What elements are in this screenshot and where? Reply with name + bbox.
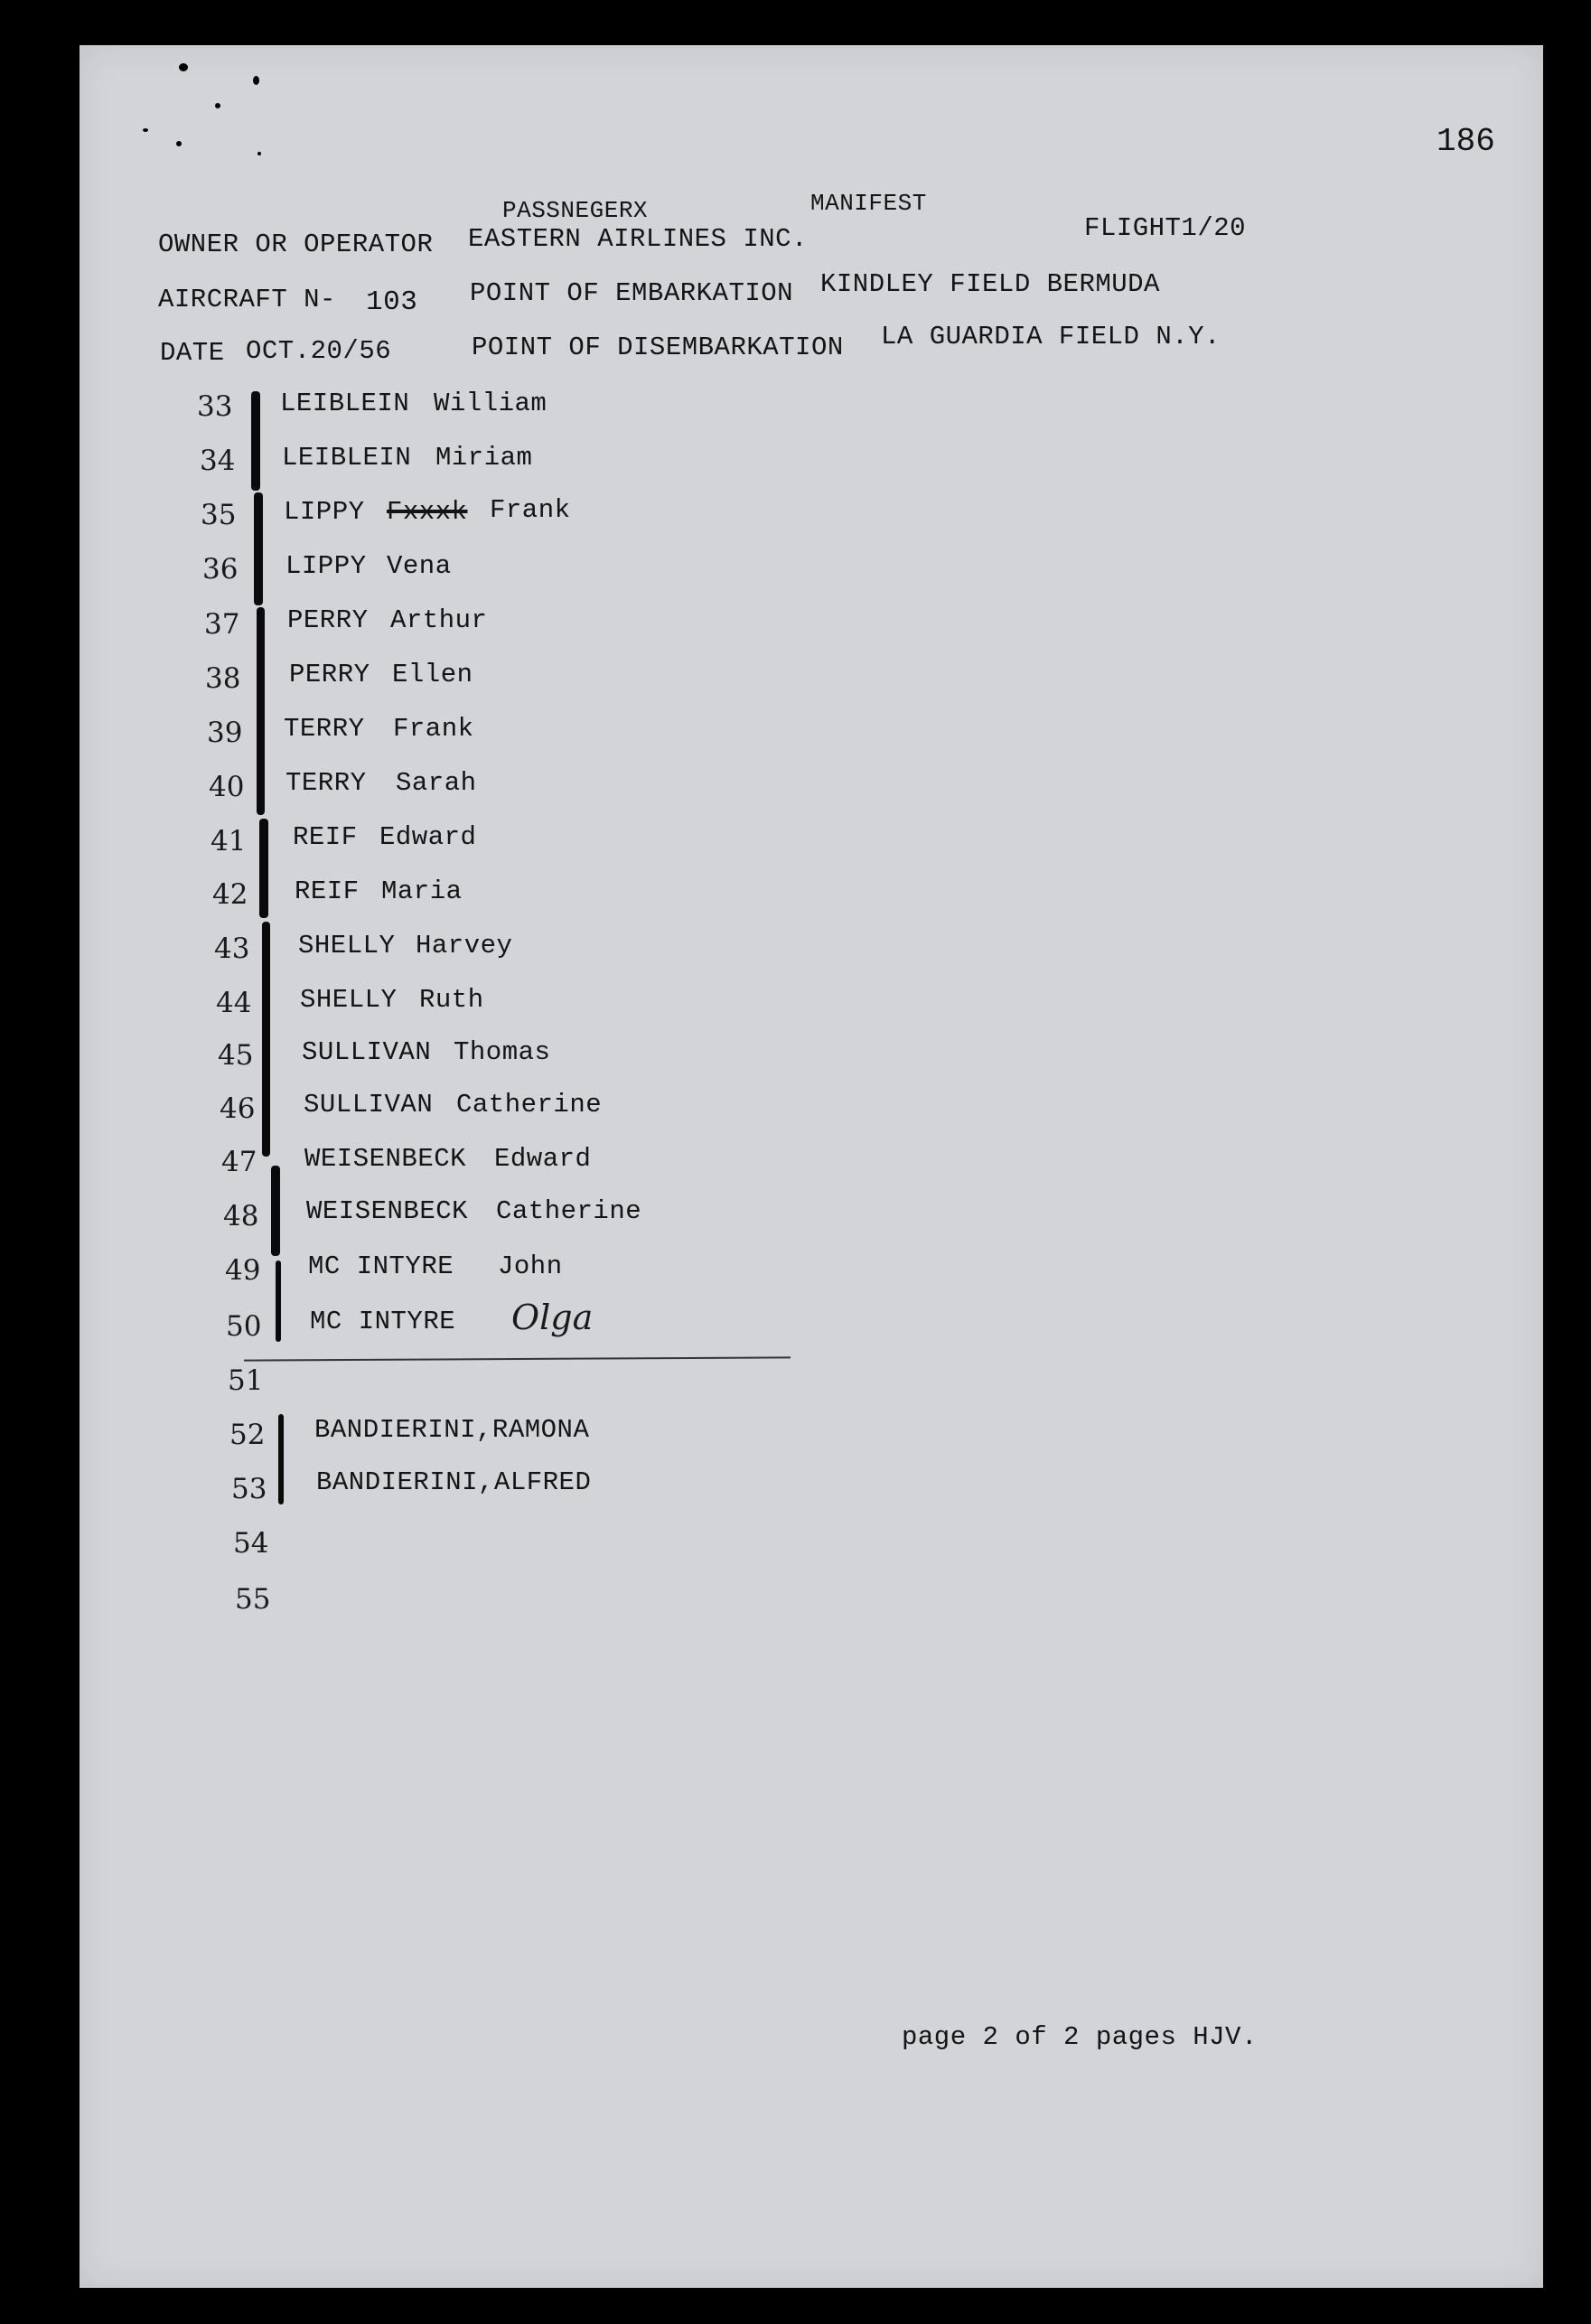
- owner-value: EASTERN AIRLINES INC.: [468, 224, 808, 254]
- passenger-surname: LIPPY: [284, 497, 365, 527]
- row-number: 41: [211, 825, 247, 857]
- date-value: OCT.20/56: [246, 336, 392, 366]
- passenger-surname: PERRY: [289, 660, 370, 689]
- group-bracket: [271, 1166, 280, 1256]
- group-bracket: [278, 1414, 284, 1504]
- row-number: 51: [228, 1364, 264, 1397]
- row-number: 37: [204, 608, 240, 641]
- passenger-given-name: Catherine: [496, 1196, 642, 1226]
- ink-speck: [176, 141, 182, 146]
- passenger-name: BANDIERINI,ALFRED: [316, 1467, 592, 1497]
- row-number: 47: [221, 1146, 257, 1178]
- flight-number: FLIGHT1/20: [1084, 213, 1247, 243]
- page-footer: page 2 of 2 pages HJV.: [902, 2022, 1258, 2052]
- row-number: 40: [209, 771, 245, 803]
- passenger-surname: WEISENBECK: [306, 1196, 469, 1226]
- passenger-surname: WEISENBECK: [304, 1144, 467, 1174]
- row-number: 48: [223, 1200, 259, 1232]
- row-number: 43: [214, 932, 250, 965]
- passenger-surname: MC INTYRE: [310, 1307, 456, 1336]
- passenger-given-name: Arthur: [390, 605, 488, 635]
- passenger-given-name: William: [434, 389, 547, 418]
- group-bracket: [257, 607, 265, 815]
- struck-out-text: Fxxxk: [387, 497, 468, 527]
- disembark-label: POINT OF DISEMBARKATION: [472, 333, 844, 362]
- aircraft-number: 103: [366, 286, 418, 318]
- aircraft-label: AIRCRAFT N-: [158, 285, 336, 314]
- passenger-surname: MC INTYRE: [308, 1251, 454, 1281]
- passenger-given-name: John: [498, 1251, 563, 1281]
- passenger-given-name: Edward: [494, 1144, 592, 1174]
- embark-label: POINT OF EMBARKATION: [470, 278, 794, 308]
- title-manifest: MANIFEST: [810, 190, 927, 217]
- row-number: 52: [229, 1419, 266, 1451]
- passenger-given-name: Catherine: [456, 1090, 603, 1120]
- row-number: 44: [216, 987, 252, 1019]
- passenger-given-name: Edward: [379, 822, 477, 852]
- row-number: 33: [197, 390, 233, 423]
- row-number: 39: [207, 717, 243, 749]
- passenger-name: BANDIERINI,RAMONA: [314, 1415, 590, 1445]
- passenger-surname: REIF: [293, 822, 358, 852]
- passenger-given-name: Vena: [387, 551, 452, 581]
- passenger-given-name: Miriam: [435, 443, 533, 473]
- passenger-surname: PERRY: [287, 605, 369, 635]
- passenger-surname: SULLIVAN: [302, 1037, 432, 1067]
- disembark-value: LA GUARDIA FIELD N.Y.: [881, 322, 1221, 351]
- date-label: DATE: [160, 338, 225, 368]
- passenger-given-name: Ellen: [392, 660, 473, 689]
- row-number: 49: [225, 1254, 261, 1287]
- passenger-given-name: Frank: [393, 714, 474, 744]
- ink-speck: [179, 63, 188, 71]
- ink-speck: [257, 152, 261, 155]
- title-passenger: PASSNEGERX: [502, 197, 649, 224]
- passenger-surname: LEIBLEIN: [282, 443, 412, 473]
- passenger-surname: SULLIVAN: [304, 1090, 434, 1120]
- row-number: 53: [231, 1473, 267, 1505]
- group-bracket: [276, 1260, 281, 1342]
- passenger-given-name: Thomas: [454, 1037, 551, 1067]
- passenger-given-name: Harvey: [416, 931, 513, 961]
- row-number: 36: [202, 553, 239, 586]
- row-number: 34: [200, 445, 236, 477]
- passenger-given-name: Sarah: [396, 768, 477, 798]
- group-bracket: [254, 492, 263, 605]
- passenger-given-name: Frank: [490, 495, 571, 525]
- passenger-given-name: Maria: [381, 876, 463, 906]
- owner-label: OWNER OR OPERATOR: [158, 230, 434, 259]
- group-bracket: [262, 922, 270, 1157]
- ink-speck: [253, 76, 259, 85]
- passenger-surname: SHELLY: [298, 931, 396, 961]
- ink-speck: [143, 128, 148, 132]
- handwritten-given-name: Olga: [511, 1298, 594, 1337]
- row-number: 55: [235, 1583, 271, 1616]
- row-number: 38: [205, 662, 241, 695]
- passenger-surname: LEIBLEIN: [280, 389, 410, 418]
- group-bracket: [251, 391, 260, 491]
- row-number: 45: [218, 1039, 254, 1072]
- row-number: 54: [233, 1527, 269, 1560]
- ink-speck: [215, 103, 220, 108]
- passenger-surname: LIPPY: [285, 551, 367, 581]
- manifest-page: [80, 45, 1543, 2288]
- group-bracket: [259, 819, 268, 918]
- embark-value: KINDLEY FIELD BERMUDA: [820, 269, 1160, 299]
- passenger-surname: REIF: [295, 876, 360, 906]
- row-number: 46: [220, 1092, 256, 1125]
- passenger-surname: TERRY: [284, 714, 365, 744]
- page-number: 186: [1437, 123, 1495, 160]
- passenger-surname: TERRY: [285, 768, 367, 798]
- row-number: 50: [226, 1310, 262, 1343]
- passenger-surname: SHELLY: [300, 985, 398, 1015]
- row-number: 42: [212, 878, 248, 911]
- row-number: 35: [201, 499, 237, 531]
- passenger-given-name: Ruth: [419, 985, 484, 1015]
